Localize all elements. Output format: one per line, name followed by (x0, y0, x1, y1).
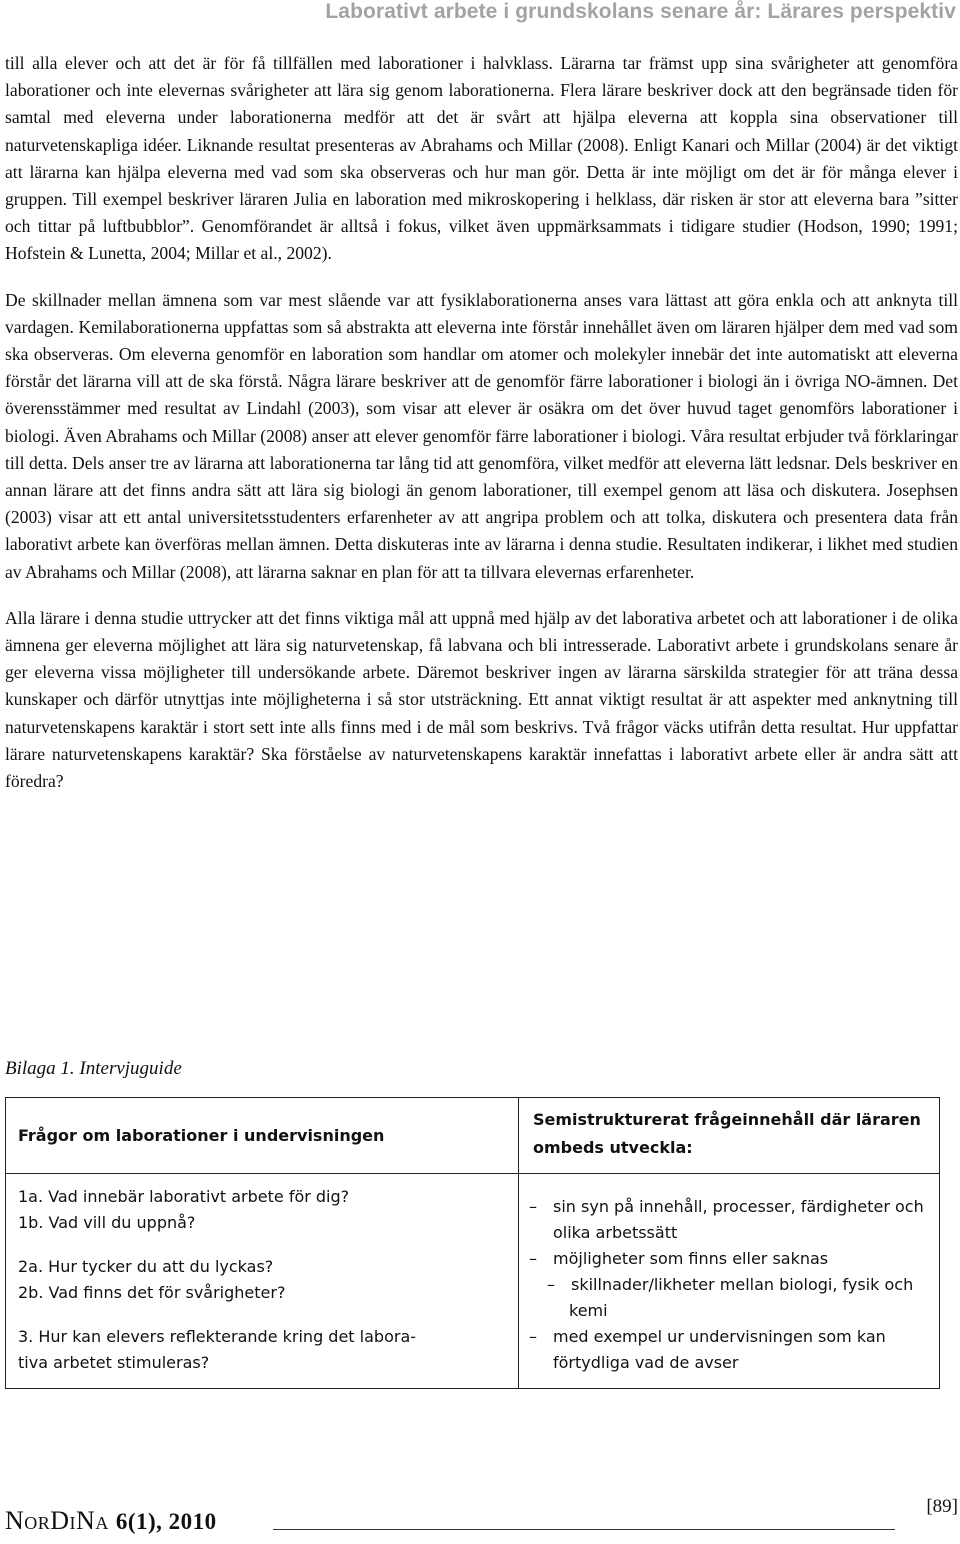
paragraph: Alla lärare i denna studie uttrycker att det finns viktiga mål att uppnå med hjälp av det laborativa arbetet och att laborationer i de olika ämnena ger eleverna möjlighet att lära sig naturvetenskap, få labvana och bli intresserade. Laborativt arbete i grundskolans senare år ger eleverna vissa möjligheter till undersökande arbete. Däremot beskriver ingen av lärarna särskilda strategier för att träna dessa kunskaper och därför utnyttjas inte möjligheterna i så stor utsträckning. Ett annat viktigt resultat är att aspekter med anknytning till naturvetenskapens karaktär i stort sett inte alls finns med i de mål som beskrivs. Två frågor väcks utifrån detta resultat. Hur uppfattar lärare naturvetenskapens karaktär? Ska förståelse av naturvetenskapens karaktär innefattas i laborativt arbete eller är andra sätt att föredra? (5, 607, 958, 792)
left-header-text: Frågor om laborationer i undervisningen (18, 1125, 385, 1145)
dash-marker: – (547, 1275, 555, 1294)
journal-name (5, 1506, 217, 1536)
probes-cell (519, 1174, 940, 1389)
page-number: [89] (926, 1496, 958, 1517)
question: 2a. Hur tycker du att du lyckas? (18, 1257, 274, 1276)
interview-guide-table (5, 1097, 940, 1389)
dash-marker: – (529, 1249, 537, 1268)
question: tiva arbetet stimuleras? (18, 1353, 210, 1372)
question-group (18, 1254, 506, 1306)
probe-subitem (529, 1272, 927, 1324)
dash-marker: – (529, 1327, 537, 1346)
paragraph: till alla elever och att det är för få tillfällen med laborationer i halvklass. Lärarna tar främst upp sina svårigheter att genomföra laborationer och inte elevernas svårigheter att lära sig genom laborationerna. Flera lärare beskriver dock att den begränsade tiden för samtal med eleverna under laborationerna medför att det är svårt att hjälpa eleverna att koppla sina observationer till naturvetenskapliga idéer. Liknande resultat presenteras av Abrahams och Millar (2008). Enligt Kanari och Millar (2004) är det viktigt att lärarna kan hjälpa eleverna med vad som ska observeras och hur man gör. Detta är inte möjligt om det är för många elever i gruppen. Till exempel beskriver läraren Julia en laboration med mikroskopering i helklass, där risken är stor att eleverna bara ”sitter och tittar på luftbubblor”. Genomförandet är alltså i fokus, vilket även uppmärksammats i tidigare studier (Hodson, 1990; 1991; Hofstein & Lunetta, 2004; Millar et al., 2002). (5, 53, 958, 264)
footer-rule (273, 1529, 895, 1530)
questions-cell (6, 1174, 519, 1389)
journal-title: NorDiNa (5, 1506, 109, 1535)
question-group (18, 1184, 506, 1236)
page-footer (5, 1496, 958, 1538)
body-text (5, 50, 958, 814)
question: 2b. Vad finns det för svårigheter? (18, 1283, 286, 1302)
question: 1a. Vad innebär laborativt arbete för dig? (18, 1187, 350, 1206)
left-column-header (6, 1098, 519, 1174)
probe-text: skillnader/likheter mellan biologi, fysik och kemi (569, 1275, 914, 1320)
running-head: Laborativt arbete i grundskolans senare år: Lärares perspektiv (325, 0, 956, 23)
paragraph: De skillnader mellan ämnena som var mest slående var att fysiklaborationerna anses vara lättast att göra enkla och att anknyta till vardagen. Kemilaborationerna uppfattas som så abstrakta att eleverna inte förstår innehållet även om läraren hjälper dem med vad som ska observeras. Om eleverna genomför en laboration som handlar om atomer och molekyler innebär det inte automatiskt att eleverna förstår det lärarna vill att de ska förstå. Några lärare beskriver att de genomför färre laborationer i biologi än i övriga NO-ämnen. Det överensstämmer med resultat av Lindahl (2003), som visar att elever är osäkra om det över huvud taget genomförs laborationer i biologi. Även Abrahams och Millar (2008) anser att elever genomför färre laborationer i biologi. Våra resultat erbjuder två förklaringar till detta. Dels anser tre av lärarna att laborationerna tar lång tid att genomföra, vilket medför att eleverna lätt ledsnar. Dels beskriver en annan lärare att det finns andra sätt att lära sig biologi än genom laborationer, till exempel genom att läsa och diskutera. Josephsen (2003) visar att ett antal universitetsstudenters erfarenheter av att angripa problem och att tolka, diskutera och presentera data från laborativt arbete kan överföras mellan ämnen. Detta diskuteras inte av lärarna i denna studie. Resultaten indikerar, i likhet med studien av Abrahams och Millar (2008), att lärarna saknar en plan för att ta tillvara elevernas erfarenheter. (5, 289, 958, 582)
question: 3. Hur kan elevers reflekterande kring det labora- (18, 1327, 417, 1346)
right-column-header: Semistrukturerat frågeinnehåll där läraren ombeds utveckla: (519, 1098, 940, 1174)
journal-issue: 6(1), 2010 (115, 1509, 217, 1534)
appendix-caption: Bilaga 1. Intervjuguide (5, 1058, 182, 1079)
probe-text: med exempel ur undervisningen som kan förtydliga vad de avser (553, 1327, 886, 1372)
probe-text: möjligheter som finns eller saknas (553, 1249, 829, 1268)
probe-item (529, 1246, 927, 1272)
question-group (18, 1324, 506, 1376)
probe-item (529, 1324, 927, 1376)
question: 1b. Vad vill du uppnå? (18, 1213, 196, 1232)
probe-text: sin syn på innehåll, processer, färdigheter och olika arbetssätt (553, 1197, 924, 1242)
dash-marker: – (529, 1197, 537, 1216)
probe-item (529, 1194, 927, 1246)
